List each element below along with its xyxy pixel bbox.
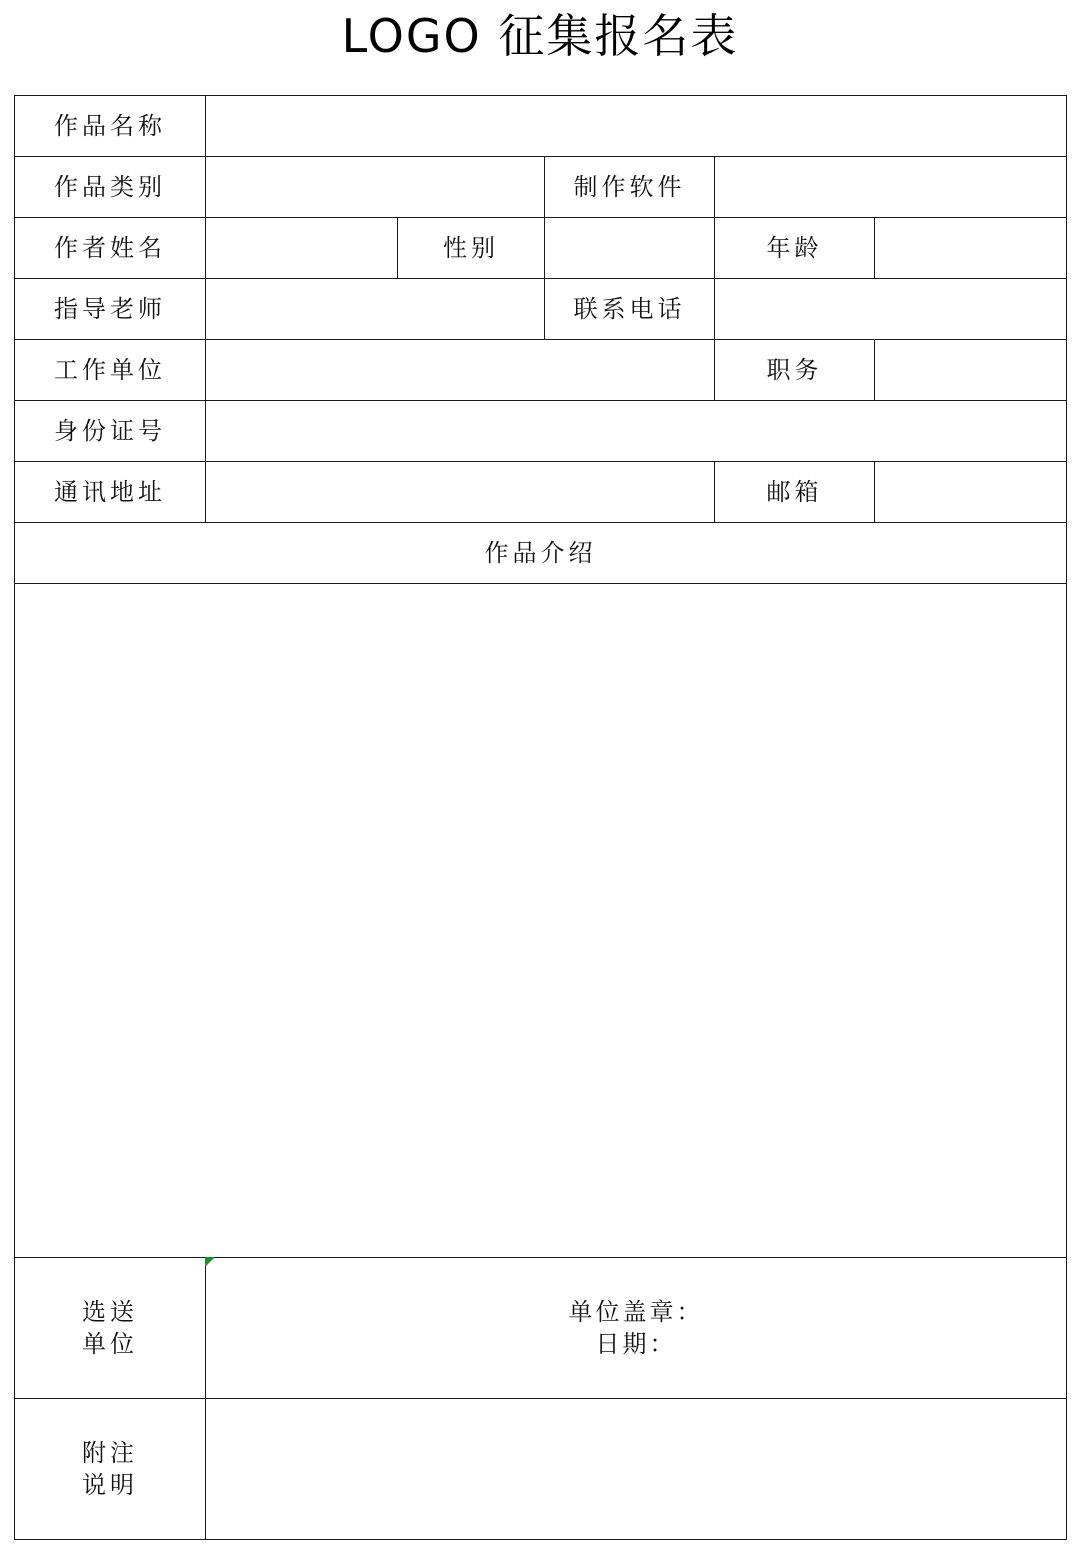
row-address: [15, 462, 1067, 523]
field-work-name[interactable]: [206, 96, 1067, 157]
field-work-unit[interactable]: [206, 340, 715, 401]
form-title: LOGO 征集报名表: [341, 9, 739, 63]
date-label: 日期：: [595, 1330, 677, 1358]
label-recommend-unit-line1: 选送: [82, 1298, 138, 1326]
row-remarks: [15, 1399, 1067, 1540]
label-work-name: 作品名称: [15, 96, 206, 157]
row-recommend-unit: [15, 1258, 1067, 1399]
cell-selection-marker: [205, 1257, 215, 1267]
label-age: 年龄: [715, 218, 875, 279]
field-age[interactable]: [875, 218, 1067, 279]
label-work-category: 作品类别: [15, 157, 206, 218]
field-email[interactable]: [875, 462, 1067, 523]
row-work-name: [15, 96, 1067, 157]
label-email: 邮箱: [715, 462, 875, 523]
row-id-number: [15, 401, 1067, 462]
field-address[interactable]: [206, 462, 715, 523]
row-work-intro-header: [15, 523, 1067, 584]
registration-form-table: [14, 95, 1067, 1540]
field-remarks[interactable]: [206, 1399, 1067, 1540]
field-phone[interactable]: [715, 279, 1067, 340]
stamp-label: 单位盖章：: [568, 1298, 704, 1326]
row-advisor: [15, 279, 1067, 340]
row-author: [15, 218, 1067, 279]
label-phone: 联系电话: [545, 279, 715, 340]
row-work-unit: [15, 340, 1067, 401]
label-remarks-line2: 说明: [82, 1471, 138, 1499]
label-address: 通讯地址: [15, 462, 206, 523]
label-advisor: 指导老师: [15, 279, 206, 340]
label-remarks-line1: 附注: [82, 1439, 138, 1467]
field-software[interactable]: [715, 157, 1067, 218]
label-remarks: [15, 1399, 206, 1540]
label-recommend-unit-line2: 单位: [82, 1330, 138, 1358]
label-software: 制作软件: [545, 157, 715, 218]
label-gender: 性别: [398, 218, 545, 279]
field-id-number[interactable]: [206, 401, 1067, 462]
label-recommend-unit: [15, 1258, 206, 1399]
field-work-intro[interactable]: [15, 584, 1067, 1258]
field-gender[interactable]: [545, 218, 715, 279]
label-id-number: 身份证号: [15, 401, 206, 462]
field-position[interactable]: [875, 340, 1067, 401]
field-author-name[interactable]: [206, 218, 398, 279]
field-recommend-unit[interactable]: [206, 1258, 1067, 1399]
row-work-intro-body: [15, 584, 1067, 1258]
field-work-category[interactable]: [206, 157, 545, 218]
field-advisor[interactable]: [206, 279, 545, 340]
label-position: 职务: [715, 340, 875, 401]
row-work-category: [15, 157, 1067, 218]
label-work-unit: 工作单位: [15, 340, 206, 401]
label-author-name: 作者姓名: [15, 218, 206, 279]
label-work-intro: 作品介绍: [15, 523, 1067, 584]
